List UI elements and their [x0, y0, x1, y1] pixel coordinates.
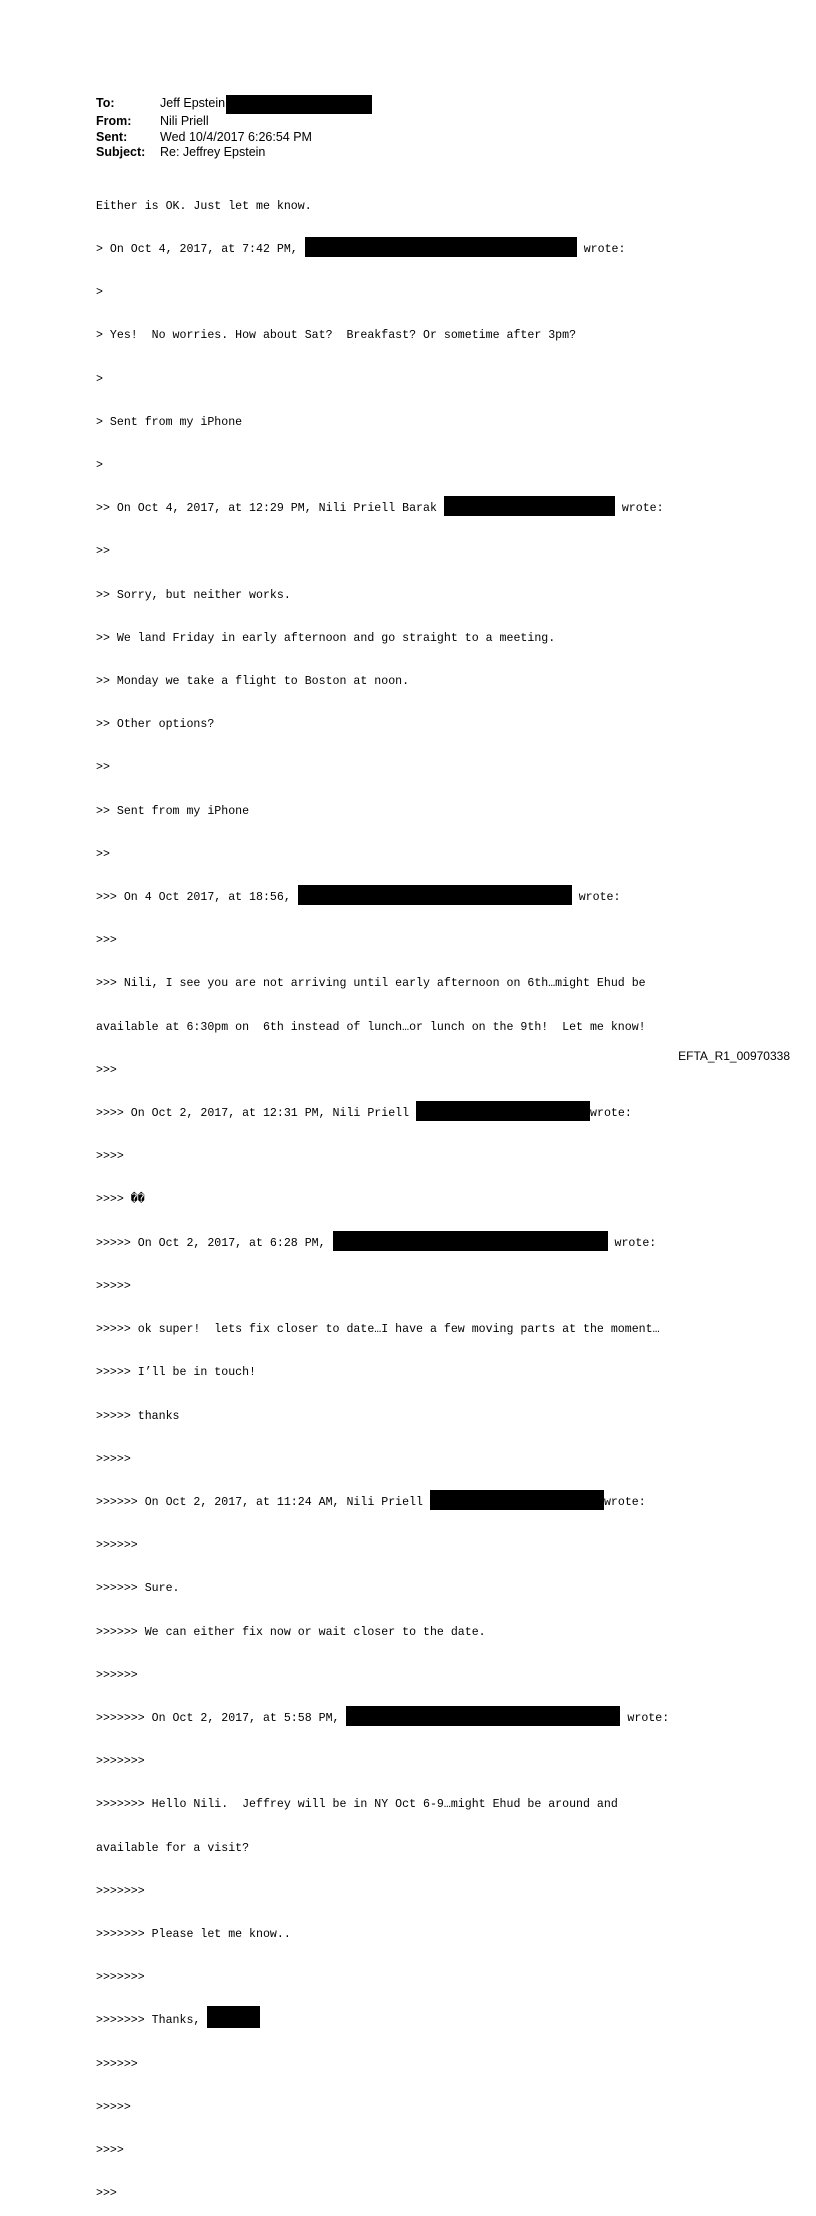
line-text: >>>> On Oct 2, 2017, at 12:31 PM, Nili Priell [96, 1107, 417, 1121]
to-row [96, 96, 372, 114]
body-line: >> Other options? [96, 718, 215, 732]
body-line: > [96, 286, 103, 300]
sent-value: Wed 10/4/2017 6:26:54 PM [160, 129, 312, 144]
body-line: >>>> �� [96, 1193, 145, 1207]
line-text: >>>>> On Oct 2, 2017, at 6:28 PM, [96, 1236, 333, 1250]
body-line: >>>>>> [96, 1668, 138, 1682]
redaction-box [226, 95, 372, 114]
body-line [96, 1107, 736, 1121]
line-text: wrote: [603, 1495, 646, 1509]
body-line: >>>>> ok super! lets fix closer to date…I have a few moving parts at the moment… [96, 1323, 660, 1337]
body-line: >> Sorry, but neither works. [96, 588, 291, 602]
redaction-box [346, 1706, 620, 1726]
body-line: >>>>>>> Please let me know.. [96, 1927, 291, 1941]
body-line: >> Monday we take a flight to Boston at noon. [96, 675, 410, 689]
body-line: >> Sent from my iPhone [96, 804, 250, 818]
from-value: Nili Priell [160, 114, 209, 128]
body-line [96, 1237, 736, 1251]
body-line: >>>>>> We can either fix now or wait closer to the date. [96, 1625, 486, 1639]
body-line [96, 243, 736, 257]
body-line: > Sent from my iPhone [96, 415, 243, 429]
redaction-box [305, 237, 577, 257]
body-line: >>> [96, 934, 117, 948]
sent-label: Sent: [96, 129, 128, 144]
line-text: wrote: [607, 1236, 657, 1250]
body-line: >> [96, 761, 110, 775]
line-text: wrote: [571, 891, 621, 905]
line-text: >>>>>> On Oct 2, 2017, at 11:24 AM, Nili Priell [96, 1495, 430, 1509]
body-line: >>> Nili, I see you are not arriving until early afternoon on 6th…might Ehud be [96, 977, 646, 991]
redaction-box [207, 2006, 260, 2028]
redaction-box [333, 1231, 608, 1251]
line-text: wrote: [576, 243, 626, 257]
line-text: >>>>>>> Thanks, [96, 2014, 208, 2028]
body-line: >>>>> thanks [96, 1409, 180, 1423]
body-line: >>>> [96, 1150, 124, 1164]
body-line: >> [96, 847, 110, 861]
from-label: From: [96, 114, 132, 128]
body-line: available for a visit? [96, 1841, 250, 1855]
redaction-box [416, 1101, 590, 1121]
body-line: >>>>>>> [96, 1755, 145, 1769]
to-name: Jeff Epstein [160, 96, 226, 110]
body-line: >>>>>>> [96, 1884, 145, 1898]
line-text: wrote: [614, 502, 664, 516]
body-line [96, 1712, 736, 1726]
body-line: >>> [96, 1063, 117, 1077]
body-line [96, 2014, 736, 2028]
redaction-box [444, 496, 615, 516]
sent-row [96, 130, 372, 146]
body-line: >>>>>> [96, 1539, 138, 1553]
body-line: >>>>> [96, 1452, 131, 1466]
body-line: Either is OK. Just let me know. [96, 199, 312, 213]
line-text: >>>>>>> On Oct 2, 2017, at 5:58 PM, [96, 1711, 347, 1725]
body-line: >>>>>> [96, 2057, 138, 2071]
from-row [96, 114, 372, 130]
body-line: > [96, 372, 103, 386]
document-id: EFTA_R1_00970338 [678, 1049, 790, 1063]
body-line: >>>>> [96, 1279, 131, 1293]
body-line [96, 1496, 736, 1510]
line-text: >>> On 4 Oct 2017, at 18:56, [96, 891, 298, 905]
subject-value: Re: Jeffrey Epstein [160, 145, 266, 159]
body-line: >>>>>>> Hello Nili. Jeffrey will be in NY Oct 6-9…might Ehud be around and [96, 1798, 618, 1812]
email-header [96, 96, 372, 161]
line-text: > On Oct 4, 2017, at 7:42 PM, [96, 243, 305, 257]
body-line: >> [96, 545, 110, 559]
line-text: >> On Oct 4, 2017, at 12:29 PM, Nili Priell Barak [96, 502, 444, 516]
line-text: wrote: [590, 1107, 632, 1121]
email-body [96, 171, 736, 2216]
subject-label: Subject: [96, 145, 146, 159]
body-line [96, 891, 736, 905]
redaction-box [298, 885, 572, 905]
body-line: >>>>>>> [96, 1971, 145, 1985]
body-line: > [96, 459, 103, 473]
body-line: >> We land Friday in early afternoon and go straight to a meeting. [96, 631, 556, 645]
body-line: > Yes! No worries. How about Sat? Breakfast? Or sometime after 3pm? [96, 329, 577, 343]
to-value [160, 96, 372, 114]
body-line: >>>>>> Sure. [96, 1582, 180, 1596]
body-line: >>>> [96, 2143, 124, 2157]
body-line [96, 502, 736, 516]
body-line: >>>>> [96, 2100, 131, 2114]
body-line: available at 6:30pm on 6th instead of lunch…or lunch on the 9th! Let me know! [96, 1020, 646, 1034]
to-label: To: [96, 96, 115, 110]
subject-row [96, 145, 372, 161]
body-line: >>>>> I’ll be in touch! [96, 1366, 257, 1380]
redaction-box [430, 1490, 604, 1510]
line-text: wrote: [620, 1711, 670, 1725]
body-line: >>> [96, 2187, 117, 2201]
